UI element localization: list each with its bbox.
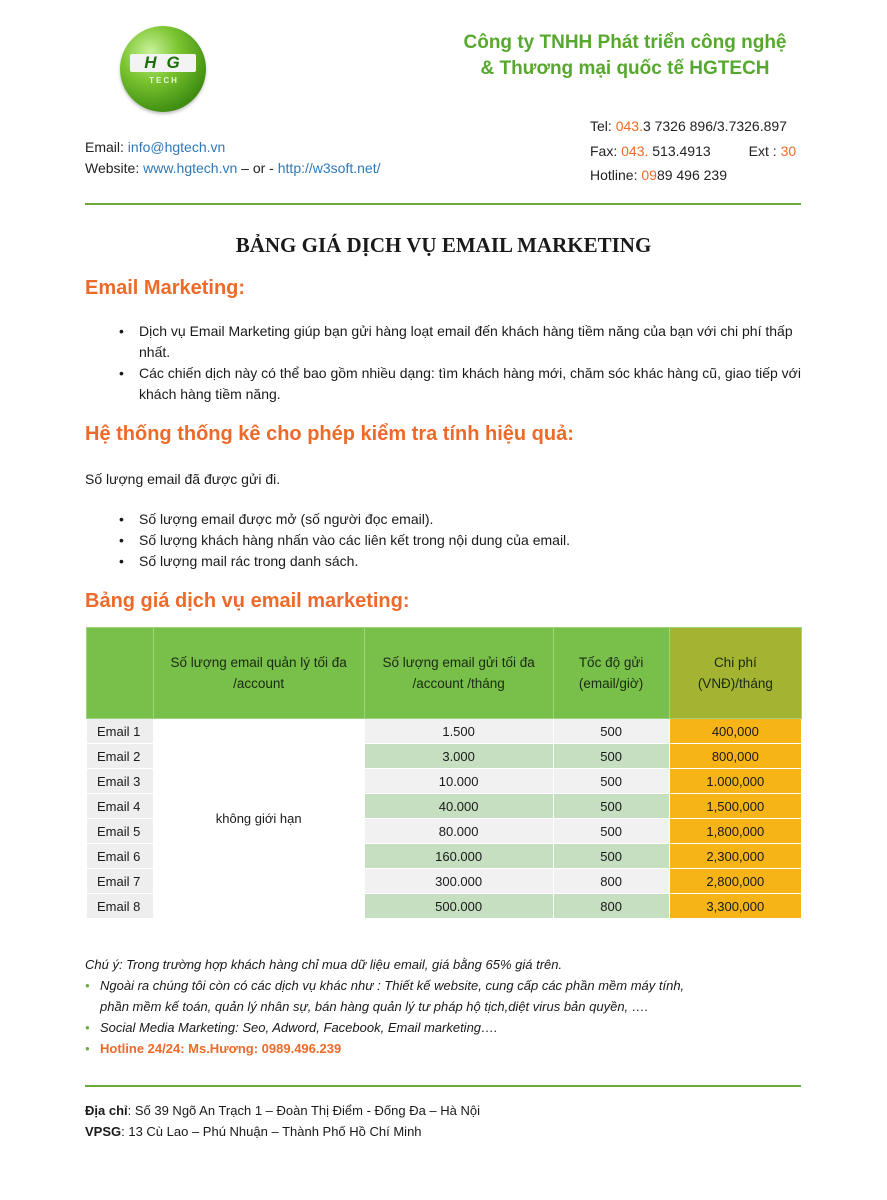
statistics-intro: Số lượng email đã được gửi đi. xyxy=(85,471,281,487)
monthly-cost: 2,800,000 xyxy=(669,869,801,894)
send-speed: 800 xyxy=(553,869,669,894)
website-label: Website: xyxy=(85,160,144,176)
send-speed: 500 xyxy=(553,844,669,869)
package-name: Email 2 xyxy=(87,744,154,769)
tel-line xyxy=(590,114,796,139)
package-name: Email 4 xyxy=(87,794,154,819)
company-name-line2: & Thương mại quốc tế HGTECH xyxy=(480,58,770,79)
section-email-marketing-heading: Email Marketing: xyxy=(85,277,246,299)
send-speed: 500 xyxy=(553,819,669,844)
package-name: Email 6 xyxy=(87,844,154,869)
website-line xyxy=(85,158,380,179)
send-limit: 160.000 xyxy=(364,844,553,869)
ext-number: 30 xyxy=(780,142,797,159)
send-speed: 500 xyxy=(553,769,669,794)
monthly-cost: 1,800,000 xyxy=(669,819,801,844)
list-item: • Số lượng mail rác trong danh sách. xyxy=(115,551,805,572)
header-empty xyxy=(87,628,154,719)
send-speed: 500 xyxy=(553,719,669,744)
email-marketing-bullets xyxy=(115,321,805,405)
vpsg-label: VPSG xyxy=(85,1124,122,1139)
company-name-line1: Công ty TNHH Phát triển công nghệ xyxy=(463,32,787,53)
email-line xyxy=(85,137,380,158)
monthly-cost: 400,000 xyxy=(669,719,801,744)
section-statistics-heading: Hệ thống thống kê cho phép kiểm tra tính hiệu quả: xyxy=(85,423,574,445)
tel-label: Tel: xyxy=(590,118,616,134)
send-speed: 800 xyxy=(553,894,669,919)
send-limit: 500.000 xyxy=(364,894,553,919)
vpsg-text: : 13 Cù Lao – Phú Nhuận – Thành Phố Hồ Chí Minh xyxy=(121,1124,422,1139)
notes-list xyxy=(85,975,785,1059)
package-name: Email 7 xyxy=(87,869,154,894)
email-link[interactable]: info@hgtech.vn xyxy=(127,139,226,155)
send-limit: 3.000 xyxy=(364,744,553,769)
section-price-table-heading: Bảng giá dịch vụ email marketing: xyxy=(85,590,410,612)
list-item: ● Social Media Marketing: Seo, Adword, Facebook, Email marketing…. xyxy=(85,1017,785,1038)
header-managed: Số lượng email quản lý tối đa /account xyxy=(153,628,364,719)
fax-code: 043. xyxy=(621,142,649,159)
monthly-cost: 800,000 xyxy=(669,744,801,769)
header-send-limit: Số lượng email gửi tối đa /account /tháng xyxy=(364,628,553,719)
hotline-item: ● Hotline 24/24: Ms.Hương: 0989.496.239 xyxy=(85,1038,785,1059)
header-speed: Tốc độ gửi (email/giờ) xyxy=(553,628,669,719)
list-item: ● Ngoài ra chúng tôi còn có các dịch vụ khác như : Thiết kế website, cung cấp các phần mềm máy tính, xyxy=(85,975,785,996)
list-item: phần mềm kế toán, quản lý nhân sự, bán hàng quản lý tư pháp hộ tịch,diệt virus bản quyền, …. xyxy=(100,999,649,1014)
fax-number: 513.4913 xyxy=(648,142,711,159)
package-name: Email 3 xyxy=(87,769,154,794)
footer-divider xyxy=(85,1085,801,1087)
hotline-line xyxy=(590,163,796,188)
statistics-bullets xyxy=(115,509,805,572)
address-label: Địa chỉ xyxy=(85,1103,128,1118)
logo-letters: HG xyxy=(130,54,196,72)
logo-subtext: TECH xyxy=(149,76,179,85)
vpsg-line xyxy=(85,1121,480,1142)
send-limit: 40.000 xyxy=(364,794,553,819)
email-label: Email: xyxy=(85,139,128,155)
package-name: Email 1 xyxy=(87,719,154,744)
header-divider xyxy=(85,203,801,205)
tel-code: 043. xyxy=(615,118,643,134)
managed-limit: không giới hạn xyxy=(153,719,364,919)
monthly-cost: 3,300,000 xyxy=(669,894,801,919)
list-item: • Số lượng khách hàng nhấn vào các liên kết trong nội dung của email. xyxy=(115,530,805,551)
address-line xyxy=(85,1100,480,1121)
fax-line xyxy=(590,139,796,164)
send-limit: 80.000 xyxy=(364,819,553,844)
monthly-cost: 2,300,000 xyxy=(669,844,801,869)
list-item: • Dịch vụ Email Marketing giúp bạn gửi hàng loạt email đến khách hàng tiềm năng của bạn với chi phí thấp nhất. xyxy=(115,321,805,363)
website-separator: – or - xyxy=(237,160,278,176)
footer-address xyxy=(85,1100,480,1142)
website-link-2[interactable]: http://w3soft.net/ xyxy=(277,160,381,176)
price-table xyxy=(86,627,802,919)
hotline-label: Hotline: xyxy=(590,167,642,183)
send-speed: 500 xyxy=(553,794,669,819)
header-cost: Chi phí (VNĐ)/tháng xyxy=(669,628,801,719)
hotline-code: 09 xyxy=(641,167,657,183)
list-item: • Các chiến dịch này có thể bao gồm nhiều dạng: tìm khách hàng mới, chăm sóc khác hàng cũ, giao tiếp với khách hàng tiềm năng. xyxy=(115,363,805,405)
ext-label: Ext : xyxy=(748,142,781,159)
monthly-cost: 1.000,000 xyxy=(669,769,801,794)
monthly-cost: 1,500,000 xyxy=(669,794,801,819)
package-name: Email 5 xyxy=(87,819,154,844)
table-header-row xyxy=(87,628,802,719)
package-name: Email 8 xyxy=(87,894,154,919)
contact-right xyxy=(590,114,796,188)
price-note: Chú ý: Trong trường hợp khách hàng chỉ mua dữ liệu email, giá bằng 65% giá trên. xyxy=(85,957,563,972)
fax-label: Fax: xyxy=(590,142,622,159)
send-limit: 10.000 xyxy=(364,769,553,794)
contact-left xyxy=(85,137,380,179)
tel-number: 3 7326 896/3.7326.897 xyxy=(642,118,787,134)
hotline-number: 89 496 239 xyxy=(656,167,728,183)
page-title: BẢNG GIÁ DỊCH VỤ EMAIL MARKETING xyxy=(235,233,652,257)
company-name xyxy=(420,30,830,82)
send-speed: 500 xyxy=(553,744,669,769)
company-logo xyxy=(120,26,206,112)
list-item: • Số lượng email được mở (số người đọc email). xyxy=(115,509,805,530)
table-row xyxy=(87,719,802,744)
send-limit: 1.500 xyxy=(364,719,553,744)
send-limit: 300.000 xyxy=(364,869,553,894)
address-text: : Số 39 Ngõ An Trạch 1 – Đoàn Thị Điểm - Đống Đa – Hà Nội xyxy=(127,1103,481,1118)
website-link-1[interactable]: www.hgtech.vn xyxy=(143,160,238,176)
